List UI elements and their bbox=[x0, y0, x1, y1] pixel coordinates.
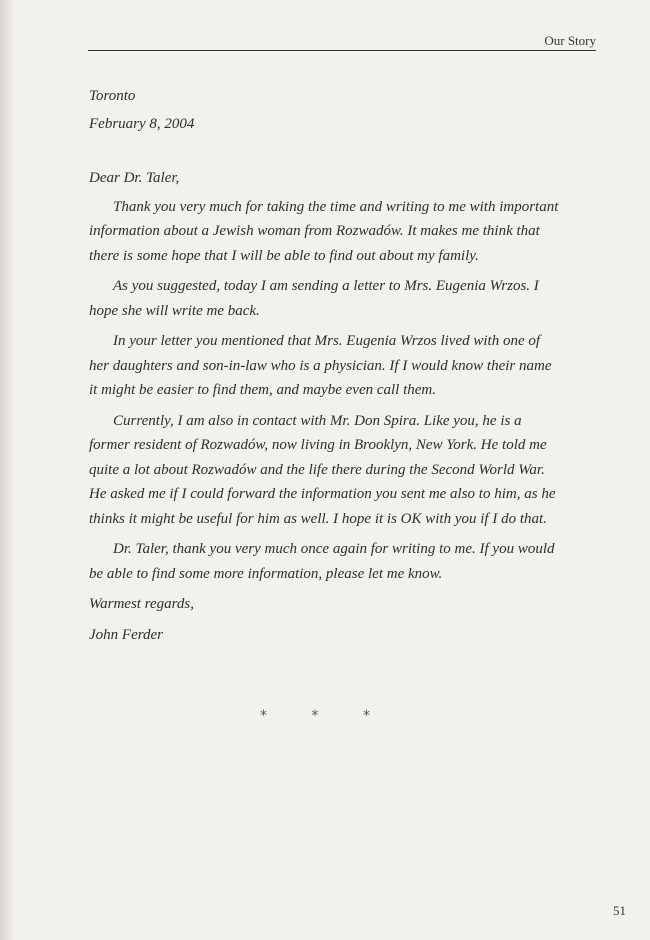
paragraph-line: He asked me if I could forward the information you sent me also to him, as he bbox=[89, 486, 556, 502]
letter-closing: Warmest regards, bbox=[89, 596, 195, 612]
letter-paragraph bbox=[89, 274, 599, 323]
paragraph-line: thinks it might be useful for him as well. I hope it is OK with you if I do that. bbox=[89, 510, 547, 527]
running-header bbox=[88, 30, 596, 51]
letter-paragraph bbox=[89, 329, 599, 403]
paragraph-line: hope she will write me back. bbox=[89, 302, 260, 319]
page-number: 51 bbox=[613, 903, 626, 918]
paragraph-line: information about a Jewish woman from Rozwadów. It makes me think that bbox=[89, 223, 540, 239]
paragraph-line: her daughters and son-in-law who is a physician. If I would know their name bbox=[89, 357, 552, 374]
paragraph-line: there is some hope that I will be able to find out about my family. bbox=[89, 247, 479, 264]
running-title: Our Story bbox=[544, 33, 596, 48]
paragraph-line: Currently, I am also in contact with Mr. Don Spira. Like you, he is a bbox=[113, 412, 522, 429]
letter-paragraph bbox=[89, 537, 599, 586]
paragraph-line: it might be easier to find them, and maybe even call them. bbox=[89, 382, 436, 398]
paragraph-line: be able to find some more information, please let me know. bbox=[89, 565, 443, 582]
paragraph-line: In your letter you mentioned that Mrs. Eugenia Wrzos lived with one of bbox=[113, 333, 541, 349]
letter-paragraph bbox=[89, 195, 599, 269]
paragraph-line: As you suggested, today I am sending a letter to Mrs. Eugenia Wrzos. I bbox=[113, 278, 539, 294]
page-gutter-shadow bbox=[0, 0, 14, 940]
letter bbox=[89, 84, 599, 647]
paragraph-line: former resident of Rozwadów, now living in Brooklyn, New York. He told me bbox=[89, 437, 547, 453]
paragraph-line: quite a lot about Rozwadów and the life there during the Second World War. bbox=[89, 461, 545, 478]
paragraph-line: Dr. Taler, thank you very much once again for writing to me. If you would bbox=[113, 541, 555, 557]
paragraph-line: Thank you very much for taking the time and writing to me with important bbox=[113, 198, 559, 215]
letter-place: Toronto bbox=[89, 88, 136, 104]
letter-date: February 8, 2004 bbox=[89, 115, 195, 132]
section-separator: * * * bbox=[260, 708, 390, 724]
letter-signature: John Ferder bbox=[89, 626, 164, 643]
letter-paragraph bbox=[89, 409, 599, 532]
letter-salutation: Dear Dr. Taler, bbox=[89, 170, 180, 186]
